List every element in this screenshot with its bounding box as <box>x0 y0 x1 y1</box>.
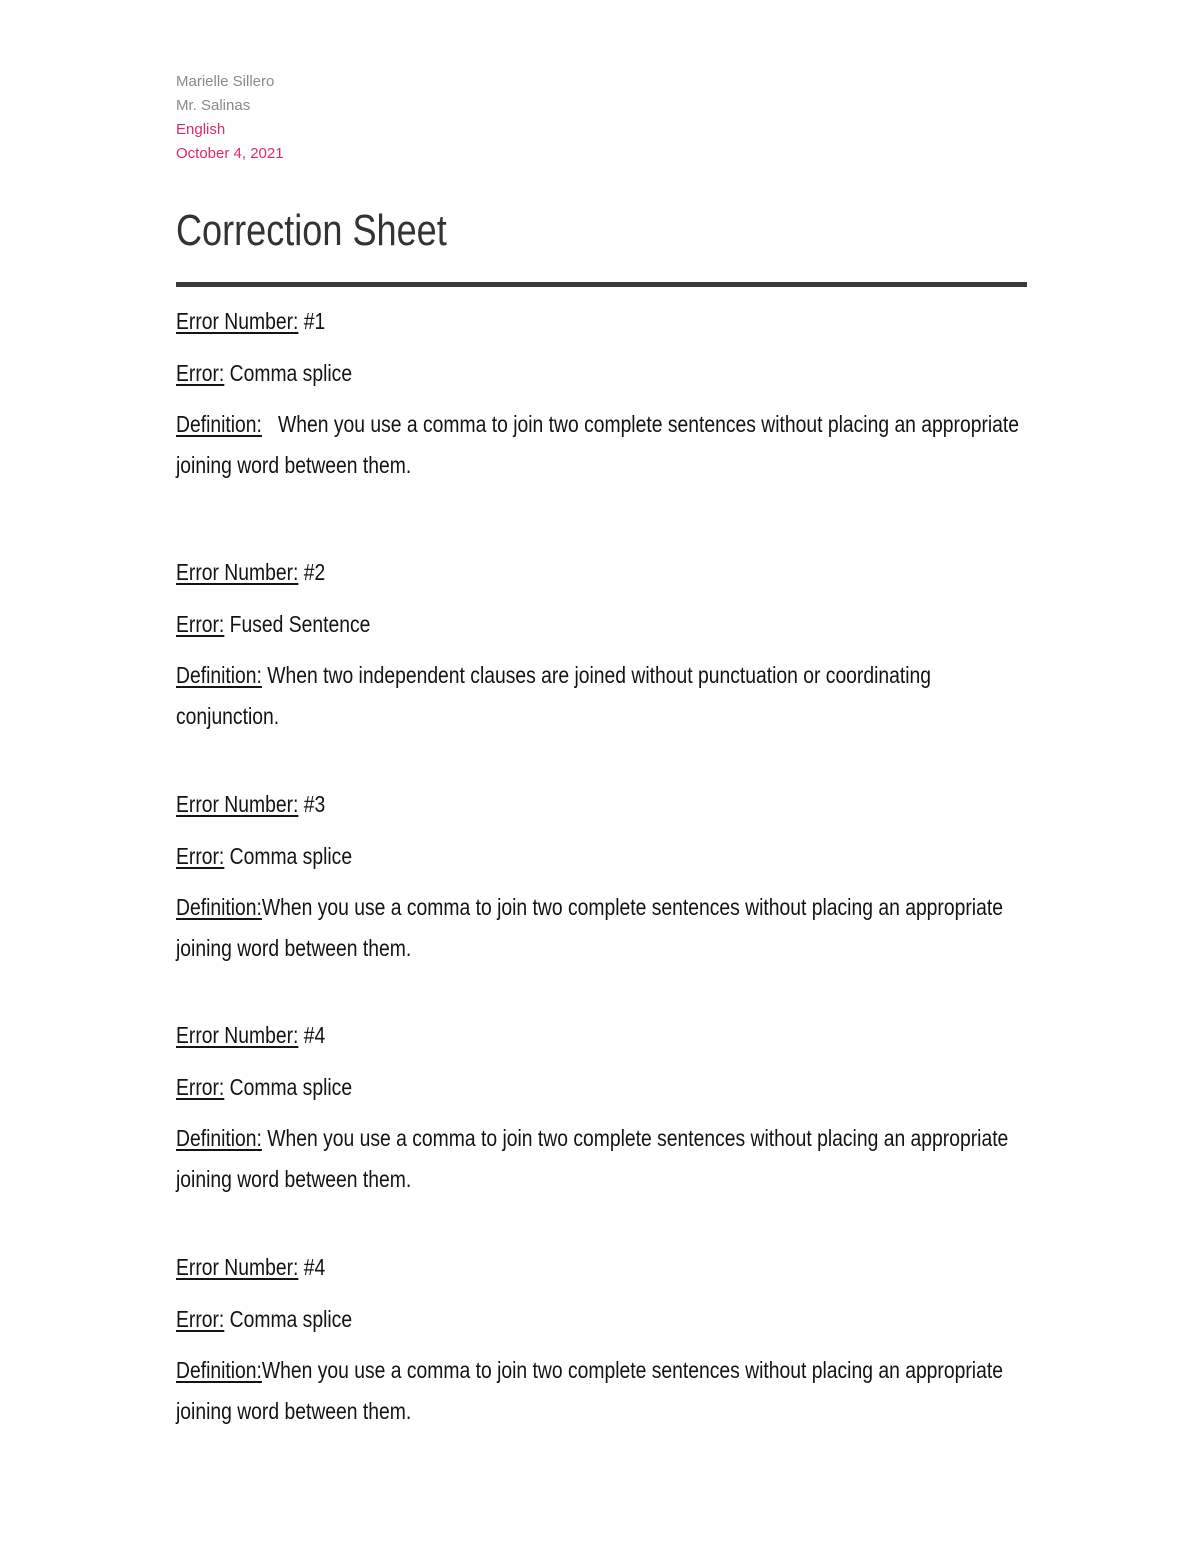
correction-entry-1 <box>176 308 1027 486</box>
definition-line <box>176 1118 1027 1200</box>
error-value: Fused Sentence <box>229 611 371 637</box>
correction-entry-5 <box>176 1254 1027 1432</box>
error-line <box>176 843 891 869</box>
date: October 4, 2021 <box>176 145 284 162</box>
error-number-line <box>176 308 891 334</box>
definition-value: When you use a comma to join two complete sentences without placing an appropriate joining word between them. <box>176 411 1025 478</box>
definition-value: When you use a comma to join two complete sentences without placing an appropriate joining word between them. <box>176 894 1003 961</box>
correction-entry-3 <box>176 791 1027 969</box>
error-label: Error: <box>176 843 225 869</box>
subject: English <box>176 121 226 138</box>
error-number-label: Error Number: <box>176 1254 299 1280</box>
error-value: Comma splice <box>229 360 353 386</box>
correction-entry-2 <box>176 559 1027 737</box>
error-value: Comma splice <box>229 843 353 869</box>
definition-label: Definition: <box>176 1357 262 1383</box>
error-value: Comma splice <box>229 1306 353 1332</box>
error-value: Comma splice <box>229 1074 353 1100</box>
definition-line <box>176 887 1027 969</box>
title-divider <box>176 282 1027 287</box>
definition-label: Definition: <box>176 1125 262 1151</box>
definition-label: Definition: <box>176 894 262 920</box>
error-number-line <box>176 1254 891 1280</box>
error-number-value: #4 <box>303 1022 326 1048</box>
definition-line <box>176 404 1027 486</box>
error-number-line <box>176 1022 891 1048</box>
definition-label: Definition: <box>176 662 262 688</box>
document-header <box>176 70 284 166</box>
page-title: Correction Sheet <box>176 206 447 255</box>
error-number-value: #2 <box>303 559 326 585</box>
definition-value: When two independent clauses are joined without punctuation or coordinating conjunction. <box>176 662 932 729</box>
error-number-label: Error Number: <box>176 1022 299 1048</box>
error-number-value: #3 <box>303 791 326 817</box>
error-line <box>176 1306 891 1332</box>
definition-label: Definition: <box>176 411 262 437</box>
error-label: Error: <box>176 1074 225 1100</box>
definition-value: When you use a comma to join two complete sentences without placing an appropriate joining word between them. <box>176 1357 1003 1424</box>
student-name: Marielle Sillero <box>176 73 275 90</box>
error-number-value: #1 <box>303 308 326 334</box>
error-label: Error: <box>176 360 225 386</box>
error-label: Error: <box>176 1306 225 1332</box>
error-number-line <box>176 559 891 585</box>
error-label: Error: <box>176 611 225 637</box>
error-number-label: Error Number: <box>176 791 299 817</box>
correction-entry-4 <box>176 1022 1027 1200</box>
error-number-line <box>176 791 891 817</box>
error-number-label: Error Number: <box>176 308 299 334</box>
definition-line <box>176 1350 1027 1432</box>
error-line <box>176 360 891 386</box>
definition-value: When you use a comma to join two complete sentences without placing an appropriate joining word between them. <box>176 1125 1009 1192</box>
error-line <box>176 611 891 637</box>
teacher-name: Mr. Salinas <box>176 97 251 114</box>
definition-line <box>176 655 1027 737</box>
error-number-label: Error Number: <box>176 559 299 585</box>
error-number-value: #4 <box>303 1254 326 1280</box>
error-line <box>176 1074 891 1100</box>
